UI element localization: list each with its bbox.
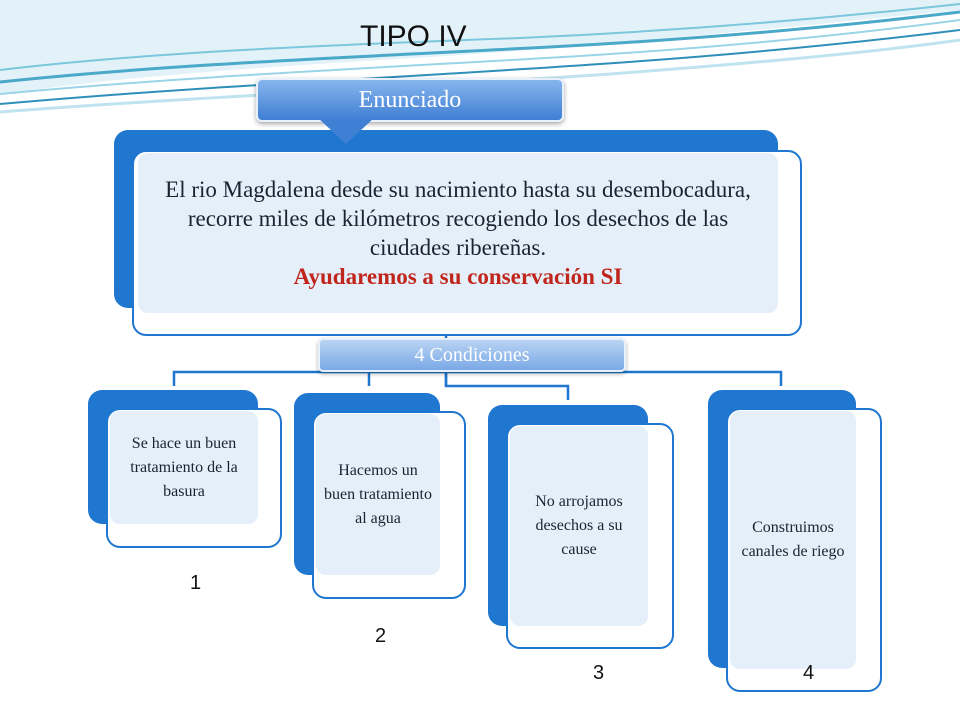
- statement-body: El rio Magdalena desde su nacimiento hasta su desembocadura, recorre miles de kilómetros recogiendo los desechos de las ciudades ribereñas.: [165, 177, 751, 260]
- enunciado-label: Enunciado: [358, 87, 462, 113]
- condition-2-number: 2: [375, 625, 387, 647]
- condition-4-content: [730, 411, 856, 669]
- enunciado-pointer: [318, 118, 374, 144]
- condition-1-content: [110, 411, 258, 524]
- statement-box-content: [138, 153, 778, 313]
- condition-2-text: Hacemos un buen tratamiento al agua: [324, 461, 432, 527]
- statement-emphasis: Ayudaremos a su conservación SI: [293, 264, 623, 289]
- condition-1-number: 1: [190, 572, 202, 594]
- condition-1-text: Se hace un buen tratamiento de la basura: [130, 434, 238, 500]
- condition-4-text: Construimos canales de riego: [741, 519, 845, 560]
- condition-3-number: 3: [593, 662, 605, 684]
- conditions-tab: 4 Condiciones: [318, 338, 626, 372]
- condition-2-content: [316, 414, 440, 575]
- condition-3-content: [510, 426, 648, 626]
- condition-3-text: No arrojamos desechos a su cause: [535, 493, 623, 558]
- statement-text: [138, 175, 778, 291]
- slide-title: TIPO IV: [360, 20, 467, 53]
- condition-4-number: 4: [803, 662, 815, 684]
- enunciado-tab: [256, 78, 564, 122]
